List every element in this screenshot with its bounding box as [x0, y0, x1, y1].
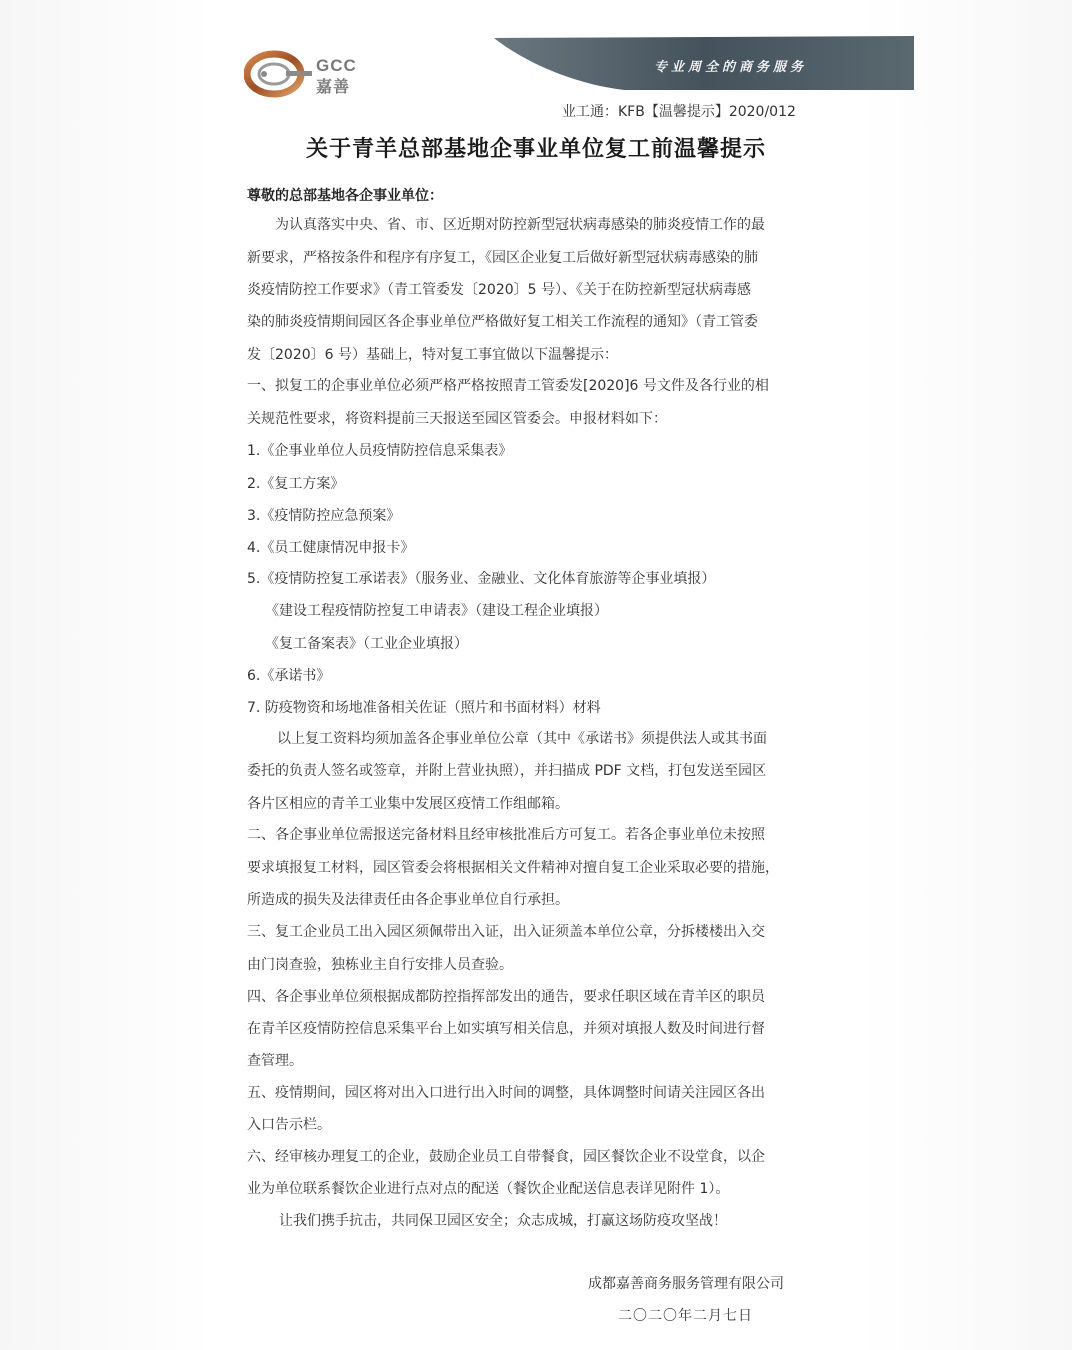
body-line: 为认真落实中央、省、市、区近期对防控新型冠状病毒感染的肺炎疫情工作的最: [275, 217, 765, 233]
body-line: 关规范性要求，将资料提前三天报送至园区管委会。申报材料如下：: [247, 411, 667, 427]
body-line: 新要求，严格按条件和程序有序复工，《园区企业复工后做好新型冠状病毒感染的肺: [247, 250, 758, 266]
logo-cn-text: 嘉善: [316, 77, 351, 96]
header-banner: [494, 36, 914, 90]
list-item: 3.《疫情防控应急预案》: [247, 508, 401, 524]
signature-date: 二〇二〇年二月七日: [618, 1308, 753, 1324]
body-line: 在青羊区疫情防控信息采集平台上如实填写相关信息，并须对填报人数及时间进行督: [247, 1021, 765, 1037]
body-line: 发〔2020〕6 号）基础上，特对复工事宜做以下温馨提示：: [247, 347, 618, 363]
body-line: 所造成的损失及法律责任由各企事业单位自行承担。: [247, 892, 569, 908]
list-item: 《建设工程疫情防控复工申请表》（建设工程企业填报）: [265, 603, 608, 619]
document-title: 关于青羊总部基地企事业单位复工前温馨提示: [305, 137, 766, 162]
document-reference: 业工通：KFB【温馨提示】2020/012: [562, 104, 796, 120]
body-line: 各片区相应的青羊工业集中发展区疫情工作组邮箱。: [247, 796, 569, 812]
company-logo: [244, 50, 374, 98]
body-line: 业为单位联系餐饮企业进行点对点的配送（餐饮企业配送信息表详见附件 1）。: [247, 1181, 730, 1197]
body-line: 入口告示栏。: [247, 1117, 331, 1133]
closing-line: 让我们携手抗击，共同保卫园区安全；众志成城，打赢这场防疫攻坚战！: [279, 1213, 727, 1229]
body-line: 查管理。: [247, 1053, 303, 1069]
body-line: 以上复工资料均须加盖各企事业单位公章（其中《承诺书》须提供法人或其书面: [277, 731, 767, 747]
logo-ring-icon: [244, 50, 314, 98]
body-line: 要求填报复工材料，园区管委会将根据相关文件精神对擅自复工企业采取必要的措施，: [247, 860, 779, 876]
list-item: 4.《员工健康情况申报卡》: [247, 540, 415, 556]
list-item: 2.《复工方案》: [247, 476, 345, 492]
body-line: 染的肺炎疫情期间园区各企事业单位严格做好复工相关工作流程的通知》（青工管委: [247, 314, 758, 330]
body-line: 委托的负责人签名或签章，并附上营业执照），并扫描成 PDF 文档，打包发送至园区: [247, 763, 767, 779]
body-line: 二、各企事业单位需报送完备材料且经审核批准后方可复工。若各企事业单位未按照: [247, 827, 765, 843]
list-item: 《复工备案表》（工业企业填报）: [265, 636, 468, 652]
banner-slogan: 专业周全的商务服务: [654, 60, 808, 75]
salutation: 尊敬的总部基地各企事业单位：: [247, 188, 443, 204]
body-line: 六、经审核办理复工的企业，鼓励企业员工自带餐食，园区餐饮企业不设堂食，以企: [247, 1149, 765, 1165]
logo-gcc-text: GCC: [316, 56, 357, 75]
body-line: 炎疫情防控工作要求》（青工管委发〔2020〕5 号）、《关于在防控新型冠状病毒感: [247, 282, 751, 298]
list-item: 1.《企事业单位人员疫情防控信息采集表》: [247, 443, 513, 459]
body-line: 五、疫情期间，园区将对出入口进行出入时间的调整，具体调整时间请关注园区各出: [247, 1085, 765, 1101]
body-line: 四、各企事业单位须根据成都防控指挥部发出的通告，要求任职区域在青羊区的职员: [247, 989, 765, 1005]
body-line: 一、拟复工的企事业单位必须严格严格按照青工管委发[2020]6 号文件及各行业的相: [247, 378, 769, 394]
list-item: 6.《承诺书》: [247, 668, 331, 684]
body-line: 由门岗查验，独栋业主自行安排人员查验。: [247, 957, 513, 973]
list-item: 5.《疫情防控复工承诺表》（服务业、金融业、文化体育旅游等企事业填报）: [247, 571, 716, 587]
body-line: 三、复工企业员工出入园区须佩带出入证，出入证须盖本单位公章，分拆楼楼出入交: [247, 924, 765, 940]
list-item: 7. 防疫物资和场地准备相关佐证（照片和书面材料）材料: [247, 700, 601, 716]
signature-organization: 成都嘉善商务服务管理有限公司: [588, 1276, 784, 1292]
